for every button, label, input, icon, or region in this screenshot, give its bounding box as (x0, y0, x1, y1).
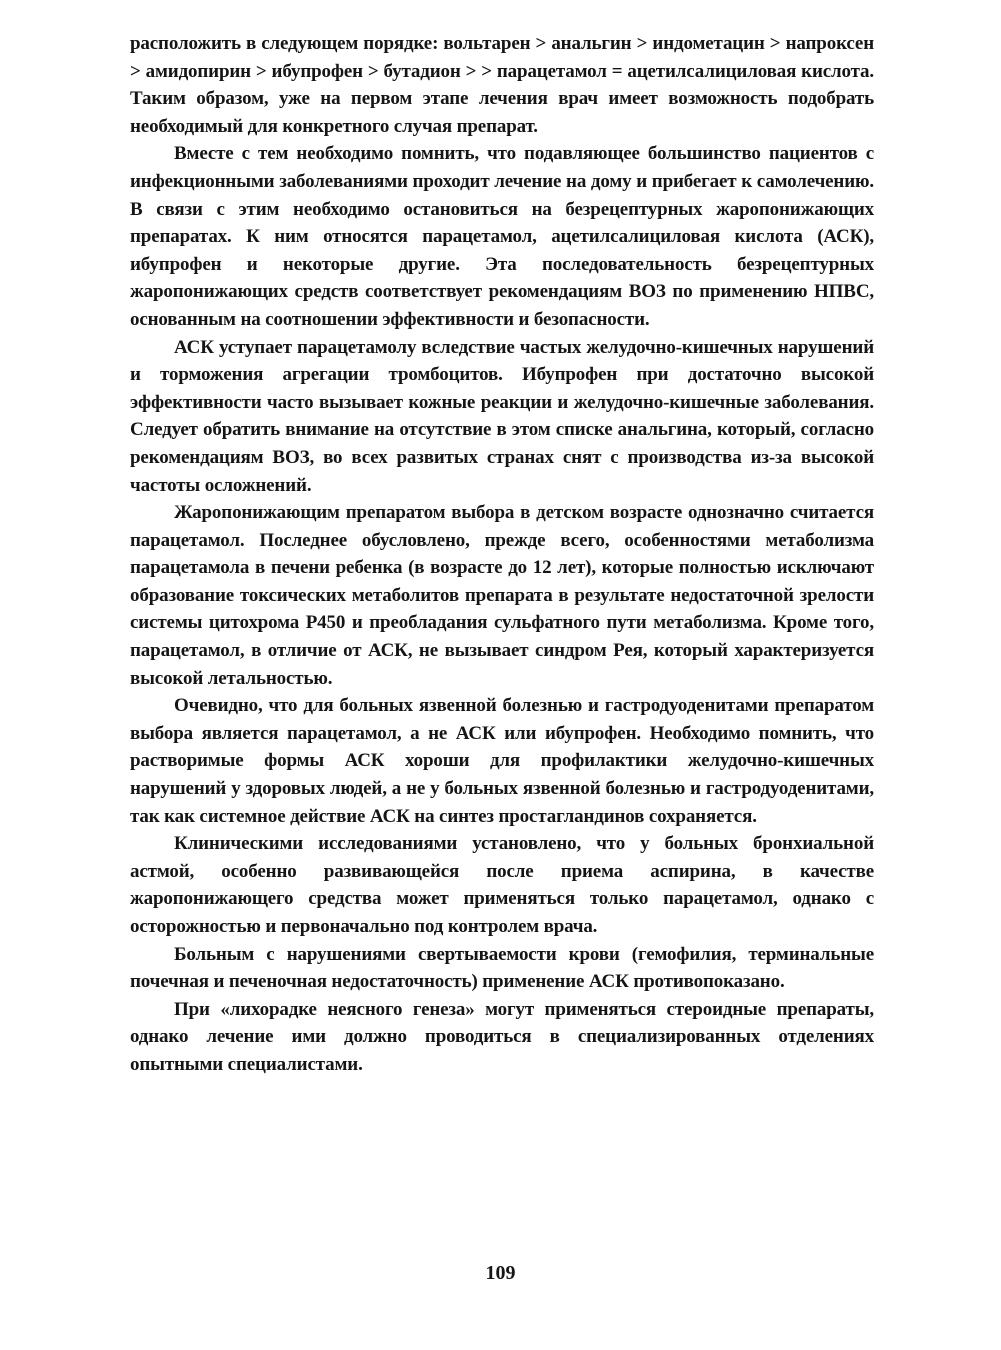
paragraph-2: Вместе с тем необходимо помнить, что подавляющее большинство пациентов с инфекционными заболеваниями проходит лечение на дому и прибегает к самолечению. В связи с этим необходимо остановиться на безрецептурных жаропонижающих препаратах. К ним относятся парацетамол, ацетилсалициловая кислота (АСК), ибупрофен и некоторые другие. Эта последовательность безрецептурных жаропонижающих средств соответствует рекомендациям ВОЗ по применению НПВС, основанным на соотношении эффективности и безопасности. (130, 143, 874, 330)
paragraph-4: Жаропонижающим препаратом выбора в детском возрасте однозначно считается парацетамол. Последнее обусловлено, прежде всего, особенностями метаболизма парацетамола в печени ребенка (в возрасте до 12 лет), которые полностью исключают образование токсических метаболитов препарата в результате недостаточной зрелости системы цитохрома Р450 и преобладания сульфатного пути метаболизма. Кроме того, парацетамол, в отличие от АСК, не вызывает синдром Рея, который характеризуется высокой летальностью. (130, 502, 874, 689)
paragraph-8: При «лихорадке неясного генеза» могут применяться стероидные препараты, однако лечение ими должно проводиться в специализированных отделениях опытными специалистами. (130, 998, 874, 1075)
paragraph-6: Клиническими исследованиями установлено, что у больных бронхиальной астмой, особенно развивающейся после приема аспирина, в качестве жаропонижающего средства может применяться только парацетамол, однако с осторожностью и первоначально под контролем врача. (130, 833, 874, 937)
page-number: 109 (485, 1262, 516, 1284)
paragraph-3: АСК уступает парацетамолу вследствие частых желудочно-кишечных нарушений и торможения агрегации тромбоцитов. Ибупрофен при достаточно высокой эффективности часто вызывает кожные реакции и желудочно-кишечные заболевания. Следует обратить внимание на отсутствие в этом списке анальгина, который, согласно рекомендациям ВОЗ, во всех развитых странах снят с производства из-за высокой частоты осложнений. (130, 336, 874, 496)
page-body (130, 30, 874, 1079)
paragraph-5: Очевидно, что для больных язвенной болезнью и гастродуоденитами препаратом выбора является парацетамол, а не АСК или ибупрофен. Необходимо помнить, что растворимые формы АСК хороши для профилактики желудочно-кишечных нарушений у здоровых людей, а не у больных язвенной болезнью и гастродуоденитами, так как системное действие АСК на синтез простагландинов сохраняется. (130, 695, 874, 827)
paragraph-7: Больным с нарушениями свертываемости крови (гемофилия, терминальные почечная и печеночная недостаточность) применение АСК противопоказано. (130, 943, 874, 993)
paragraph-1: расположить в следующем порядке: вольтарен > анальгин > индометацин > напроксен > амидопирин > ибупрофен > бутадион > > парацетамол = ацетилсалициловая кислота. Таким образом, уже на первом этапе лечения врач имеет возможность подобрать необходимый для конкретного случая препарат. (130, 33, 874, 137)
